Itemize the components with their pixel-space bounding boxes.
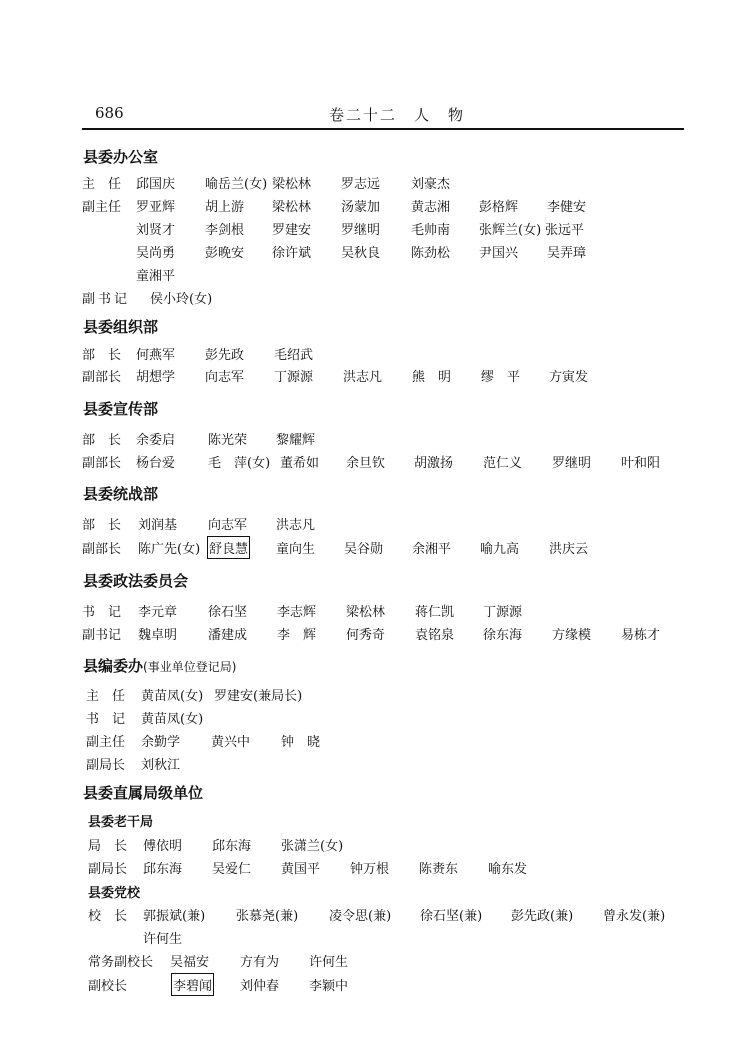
- person-name: 方寅发: [549, 370, 589, 385]
- person-name: 向志军: [205, 370, 245, 385]
- role-label: 副书记: [82, 292, 131, 307]
- person-name: 彭晚安: [205, 246, 245, 261]
- person-name: 丁源源: [274, 370, 314, 385]
- section-title-text: 县编委办: [83, 657, 144, 675]
- person-name: 胡想学: [136, 370, 176, 385]
- person-name: 熊 明: [412, 370, 452, 385]
- person-name: 易栋才: [621, 628, 661, 643]
- person-name: 黄兴中: [211, 735, 251, 750]
- person-name: 彭格辉: [479, 200, 519, 215]
- person-name: 彭先政: [205, 348, 245, 363]
- person-name: 喻东发: [488, 862, 528, 877]
- person-name: 喻岳兰(女): [205, 177, 268, 192]
- person-name: 李颖中: [309, 979, 349, 994]
- person-name: 潘建成: [208, 628, 248, 643]
- person-name: 吴谷勋: [344, 542, 384, 557]
- role-label: 副主任: [82, 200, 122, 215]
- subsection-title: 县委老干局: [88, 815, 154, 830]
- section-title: 县委宣传部: [83, 400, 159, 418]
- person-name: 李健安: [547, 200, 587, 215]
- person-name: 刘豪杰: [411, 177, 451, 192]
- person-name: 罗志远: [341, 177, 381, 192]
- person-name: 张远平: [545, 223, 585, 238]
- person-name: 张潇兰(女): [281, 839, 344, 854]
- person-name: 黄苗凤(女): [141, 689, 204, 704]
- person-name: 喻九高: [480, 542, 520, 557]
- person-name: 梁松林: [272, 177, 312, 192]
- person-name: 李元章: [138, 605, 178, 620]
- section-title: 县委直属局级单位: [83, 784, 204, 802]
- person-name: 吴尚勇: [136, 246, 176, 261]
- person-name: 胡激扬: [414, 456, 454, 471]
- person-name: 毛帅南: [411, 223, 451, 238]
- person-name: 钟万根: [350, 862, 390, 877]
- role-label: 副主任: [86, 735, 126, 750]
- person-name: 何燕军: [136, 348, 176, 363]
- section-title: [83, 655, 236, 676]
- role-label: 局 长: [88, 839, 128, 854]
- person-name: 罗亚辉: [136, 200, 176, 215]
- person-name: 徐石坚(兼): [420, 909, 483, 924]
- person-name: 黎耀辉: [276, 433, 316, 448]
- role-label: 部 长: [82, 518, 122, 533]
- section-title: 县委政法委员会: [83, 572, 189, 590]
- person-name: 傅依明: [143, 839, 183, 854]
- role-label: 副部长: [82, 370, 122, 385]
- person-name: 杨台爱: [136, 456, 176, 471]
- person-name: 洪庆云: [549, 542, 589, 557]
- person-name: 吴弄璋: [547, 246, 587, 261]
- section-title: 县委办公室: [83, 148, 159, 166]
- person-name: 余勤学: [141, 735, 181, 750]
- person-name: 邱东海: [212, 839, 252, 854]
- person-name: 梁松林: [272, 200, 312, 215]
- role-label: 书 记: [82, 605, 122, 620]
- role-label: 主 任: [86, 689, 126, 704]
- person-name: 邱东海: [143, 862, 183, 877]
- person-name: 梁松林: [346, 605, 386, 620]
- person-name: 吴秋良: [341, 246, 381, 261]
- person-name: 许何生: [143, 932, 183, 947]
- role-label: 主 任: [82, 177, 122, 192]
- person-name: 刘润基: [138, 518, 178, 533]
- person-name: 罗建安: [272, 223, 312, 238]
- section-title-note: (事业单位登记局): [143, 660, 237, 674]
- page-number: 686: [95, 104, 124, 122]
- person-name: 汤蒙加: [341, 200, 381, 215]
- person-name: 彭先政(兼): [511, 909, 574, 924]
- person-name: 黄苗凤(女): [141, 712, 204, 727]
- person-name: 曾永发(兼): [603, 909, 666, 924]
- person-name: 尹国兴: [479, 246, 519, 261]
- person-name: 钟 晓: [281, 735, 321, 750]
- role-label: 副局长: [88, 862, 128, 877]
- person-name: 吴福安: [170, 955, 210, 970]
- person-name: 郭振斌(兼): [143, 909, 206, 924]
- person-name: 罗建安(兼局长): [214, 689, 303, 704]
- person-name: 徐石坚: [208, 605, 248, 620]
- person-name: 蒋仁凯: [415, 605, 455, 620]
- person-name: 魏卓明: [138, 628, 178, 643]
- role-label: 校 长: [88, 909, 128, 924]
- person-name: 黄国平: [281, 862, 321, 877]
- role-label: 常务副校长: [88, 955, 154, 970]
- person-name: 袁铭泉: [415, 628, 455, 643]
- role-label: 部 长: [82, 433, 122, 448]
- person-name: 董希如: [280, 456, 320, 471]
- person-name: 童向生: [276, 542, 316, 557]
- person-name: 方缘模: [552, 628, 592, 643]
- header-rule: [82, 128, 684, 130]
- role-label: 副书记: [82, 628, 122, 643]
- person-name: 余湘平: [412, 542, 452, 557]
- person-name: 陈赉东: [419, 862, 459, 877]
- person-name: 李志辉: [277, 605, 317, 620]
- section-title: 县委组织部: [83, 318, 159, 336]
- person-name-boxed: 李碧闻: [173, 975, 212, 994]
- person-name: 余委启: [136, 433, 176, 448]
- role-label: 副部长: [82, 456, 122, 471]
- person-name: 李剑根: [205, 223, 245, 238]
- person-name: 李 辉: [277, 628, 317, 643]
- person-name: 范仁义: [483, 456, 523, 471]
- person-name: 许何生: [309, 955, 349, 970]
- person-name-boxed: 舒良慧: [209, 538, 248, 557]
- person-name: 洪志凡: [276, 518, 316, 533]
- role-label: 副校长: [88, 979, 128, 994]
- person-name: 吴爱仁: [212, 862, 252, 877]
- person-name: 黄志湘: [411, 200, 451, 215]
- person-name: 余旦钦: [346, 456, 386, 471]
- section-title: 县委统战部: [83, 485, 159, 503]
- person-name: 刘贤才: [136, 223, 176, 238]
- person-name: 叶和阳: [621, 456, 661, 471]
- person-name: 何秀奇: [346, 628, 386, 643]
- person-name: 徐许斌: [272, 246, 312, 261]
- person-name: 洪志凡: [343, 370, 383, 385]
- person-name: 丁源源: [483, 605, 523, 620]
- person-name: 罗继明: [552, 456, 592, 471]
- person-name: 毛绍武: [274, 348, 314, 363]
- person-name: 邱国庆: [136, 177, 176, 192]
- role-label: 部 长: [82, 348, 122, 363]
- role-label: 副局长: [86, 758, 126, 773]
- person-name: 刘仲春: [240, 979, 280, 994]
- person-name: 陈光荣: [208, 433, 248, 448]
- person-name: 胡上游: [205, 200, 245, 215]
- person-name: 毛 萍(女): [208, 456, 271, 471]
- person-name: 刘秋江: [141, 758, 181, 773]
- subsection-title: 县委党校: [88, 886, 141, 901]
- person-name: 童湘平: [136, 269, 176, 284]
- person-name: 方有为: [240, 955, 280, 970]
- role-label: 书 记: [86, 712, 126, 727]
- person-name: 侯小玲(女): [150, 292, 213, 307]
- person-name: 向志军: [208, 518, 248, 533]
- person-name: 张慕尧(兼): [236, 909, 299, 924]
- person-name: 凌令思(兼): [329, 909, 392, 924]
- role-label: 副部长: [82, 542, 122, 557]
- running-title: 卷二十二 人 物: [329, 106, 466, 124]
- person-name: 陈劲松: [411, 246, 451, 261]
- person-name: 陈广先(女): [138, 542, 201, 557]
- person-name: 缪 平: [481, 370, 521, 385]
- person-name: 张辉兰(女): [479, 223, 542, 238]
- person-name: 徐东海: [483, 628, 523, 643]
- person-name: 罗继明: [341, 223, 381, 238]
